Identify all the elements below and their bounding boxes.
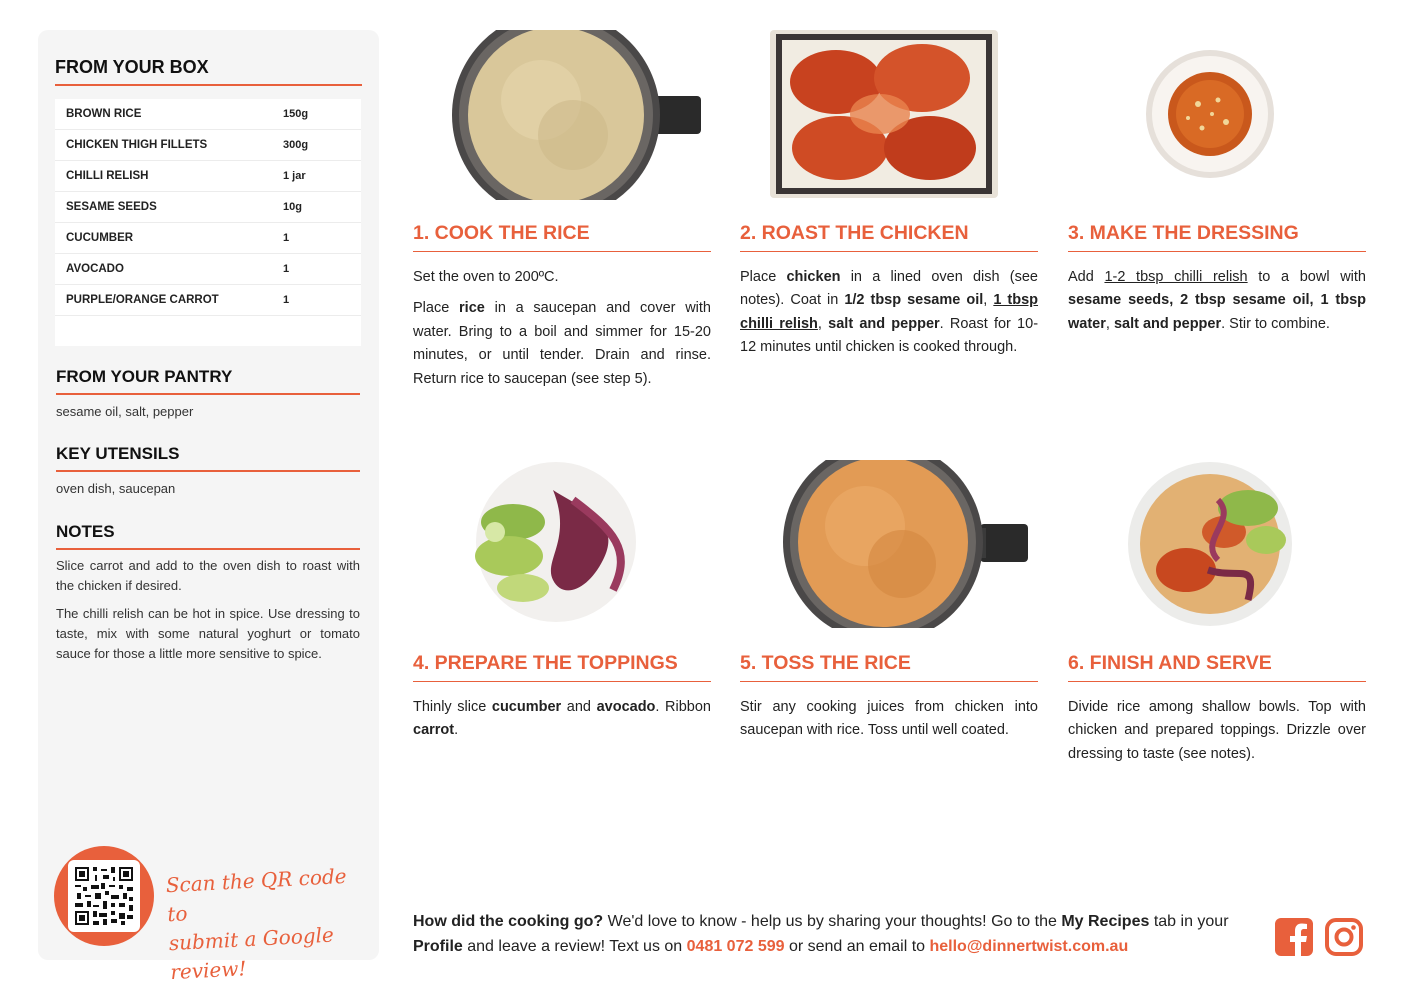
ingredient-row: [55, 192, 361, 223]
ingredient-highlight: 1 tbsp chilli relish: [740, 292, 1039, 332]
instruction-paragraph: Stir any cooking juices from chicken into saucepan with rice. Toss until well coated.: [740, 699, 1038, 739]
facebook-icon[interactable]: [1275, 918, 1313, 956]
ingredient-qty: 1: [283, 294, 290, 306]
ingredient-highlight: 1/2 tbsp sesame oil: [844, 292, 984, 309]
ingredient-row: [55, 285, 361, 316]
instruction-paragraph: Add 1-2 tbsp chilli relish to a bowl with sesame seeds, 2 tbsp sesame oil, 1 tbsp water, salt and pepper. Stir to combine.: [1068, 269, 1366, 332]
ingredient-highlight: rice: [459, 300, 485, 317]
roast-chicken-image: [740, 30, 1038, 200]
review-footer: How did the cooking go? We'd love to know - help us by sharing your thoughts! Go to the My Recipes tab in your Profile and leave a review! Text us on 0481 072 599 or send an email to hello@dinnertwist.com.au: [413, 913, 1229, 955]
ingredient-row: [55, 254, 361, 285]
step-instructions: [413, 266, 711, 399]
ingredient-highlight: avocado: [596, 699, 656, 715]
ingredient-name: PURPLE/ORANGE CARROT: [66, 294, 219, 306]
instruction-line: Set the oven to 200ºC.: [413, 269, 559, 285]
ingredient-qty: 1: [283, 263, 290, 275]
ingredients-sidebar: [38, 30, 379, 985]
ingredient-name: CHILLI RELISH: [66, 170, 149, 182]
step-instructions: [1068, 266, 1366, 344]
ingredient-qty: 10g: [283, 201, 302, 213]
step-instructions: [740, 266, 1038, 368]
ingredient-blank-row: [55, 316, 361, 346]
qr-code-icon: [68, 860, 140, 932]
step-title: 5. TOSS THE RICE: [740, 652, 1038, 682]
step-title: 4. PREPARE THE TOPPINGS: [413, 652, 711, 682]
note-paragraph: The chilli relish can be hot in spice. Use dressing to taste, mix with some natural yoghurt or tomato sauce for those a little more sensitive to spice.: [56, 606, 360, 661]
note-paragraph: Slice carrot and add to the oven dish to roast with the chicken if desired.: [56, 558, 360, 593]
from-your-box-heading: FROM YOUR BOX: [55, 57, 362, 86]
step-instructions: [1068, 696, 1366, 774]
qr-review-prompt: [165, 861, 371, 987]
ingredient-qty: 300g: [283, 139, 309, 151]
ingredient-qty: 1 jar: [283, 170, 306, 182]
finished-dish-image: [1068, 460, 1366, 630]
step-title: 3. MAKE THE DRESSING: [1068, 222, 1366, 252]
instruction-paragraph: Place chicken in a lined oven dish (see notes). Coat in 1/2 tbsp sesame oil, 1 tbsp chilli relish, salt and pepper. Roast for 10-12 minutes until chicken is cooked through.: [740, 269, 1039, 356]
ingredient-row: [55, 223, 361, 254]
ingredient-highlight: cucumber: [491, 699, 562, 715]
ingredient-name: SESAME SEEDS: [66, 201, 157, 213]
utensils-heading: KEY UTENSILS: [56, 444, 360, 472]
instagram-icon[interactable]: [1325, 918, 1363, 956]
ingredient-name: AVOCADO: [66, 263, 124, 275]
notes-heading: NOTES: [56, 522, 360, 550]
qr-prompt-line: submit a Google review!: [168, 922, 335, 985]
instruction-paragraph: Thinly slice cucumber and avocado. Ribbon carrot.: [413, 699, 711, 739]
dressing-bowl-image: [1068, 30, 1366, 200]
ingredient-highlight: sesame seeds: [1068, 292, 1170, 309]
utensils-text: oven dish, saucepan: [56, 481, 176, 496]
pantry-text: sesame oil, salt, pepper: [56, 404, 194, 419]
ingredient-highlight: 1 tbsp water: [1068, 292, 1366, 332]
ingredient-highlight: carrot: [413, 722, 455, 739]
qr-prompt-line: Scan the QR code to: [165, 863, 348, 927]
instruction-paragraph: Divide rice among shallow bowls. Top with chicken and prepared toppings. Drizzle over dressing to taste (see notes).: [1068, 699, 1366, 762]
step-title: 2. ROAST THE CHICKEN: [740, 222, 1038, 252]
ingredient-qty: 1: [283, 232, 290, 244]
email-link[interactable]: hello@dinnertwist.com.au: [929, 938, 1129, 955]
ingredient-qty: 150g: [283, 108, 309, 120]
ingredient-row: [55, 99, 361, 130]
notes-body: [56, 556, 360, 672]
ingredients-table: [55, 99, 361, 346]
ingredient-highlight: salt and pepper: [1113, 315, 1222, 332]
ingredient-row: [55, 130, 361, 161]
ingredient-highlight: 1-2 tbsp chilli relish: [1104, 269, 1248, 285]
pantry-heading: FROM YOUR PANTRY: [56, 367, 360, 395]
step-instructions: [413, 696, 711, 751]
step-title: 1. COOK THE RICE: [413, 222, 711, 252]
footer-question: How did the cooking go?: [413, 913, 604, 930]
ingredient-highlight: 2 tbsp sesame oil: [1180, 292, 1310, 309]
profile-link[interactable]: Profile: [413, 938, 463, 955]
ingredient-name: BROWN RICE: [66, 108, 142, 120]
ingredient-name: CHICKEN THIGH FILLETS: [66, 139, 208, 151]
rice-saucepan-image: [413, 30, 711, 200]
step-instructions: [740, 696, 1038, 751]
phone-link[interactable]: 0481 072 599: [686, 938, 785, 955]
ingredient-row: [55, 161, 361, 192]
toppings-plate-image: [413, 460, 711, 630]
tossed-rice-saucepan-image: [740, 460, 1038, 630]
instruction-paragraph: Place rice in a saucepan and cover with water. Bring to a boil and simmer for 15-20 minutes, or until tender. Drain and rinse. Return rice to saucepan (see step 5).: [413, 300, 711, 387]
my-recipes-link[interactable]: My Recipes: [1061, 913, 1150, 930]
step-title: 6. FINISH AND SERVE: [1068, 652, 1366, 682]
ingredient-highlight: salt and pepper: [828, 315, 940, 332]
ingredient-highlight: chicken: [786, 269, 841, 285]
qr-code-badge[interactable]: [54, 846, 154, 946]
ingredient-name: CUCUMBER: [66, 232, 134, 244]
